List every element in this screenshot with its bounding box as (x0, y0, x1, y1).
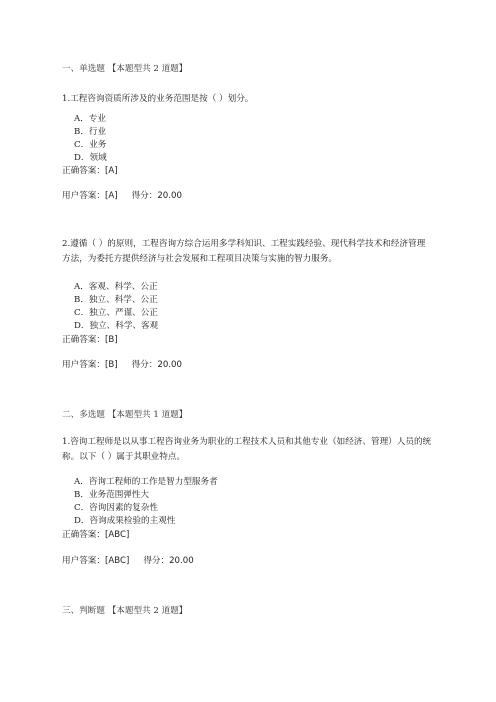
correct-answer: 正确答案：[ABC] (62, 530, 130, 540)
option-c: C．业务 (74, 140, 107, 150)
user-answer-row (62, 555, 194, 567)
option-a: A．专业 (74, 114, 106, 124)
user-answer-row (62, 190, 182, 202)
correct-answer: 正确答案：[B] (62, 335, 118, 345)
option-d: D．领域 (74, 153, 107, 163)
question-text: 1.工程咨询资质所涉及的业务范围是按（ ）划分。 (62, 94, 254, 104)
score: 得分：20.00 (143, 556, 194, 566)
question-text: 2.遵循（ ）的原则，工程咨询方综合运用多学科知识、工程实践经验、现代科学技术和经济管理方法，为委托方提供经济与社会发展和工程项目决策与实施的智力服务。 (62, 239, 426, 264)
option-c: C．独立、严谨、公正 (74, 308, 158, 318)
option-d: D．独立、科学、客观 (74, 321, 159, 331)
option-b: B．独立、科学、公正 (74, 295, 158, 305)
score: 得分：20.00 (131, 360, 182, 370)
option-b: B．业务范围弹性大 (74, 490, 150, 500)
question-text: 1.咨询工程师是以从事工程咨询业务为职业的工程技术人员和其他专业（如经济、管理）人员的统称。以下（ ）属于其职业特点。 (62, 437, 432, 462)
option-d: D．咨询成果检验的主观性 (74, 516, 176, 526)
option-c: C．咨询因素的复杂性 (74, 503, 158, 513)
section-heading-multi-choice: 二、多选题 【本题型共 1 道题】 (62, 410, 188, 420)
option-a: A．客观、科学、公正 (74, 282, 158, 292)
user-answer: 用户答案：[ABC] (62, 556, 130, 566)
user-answer: 用户答案：[A] (62, 191, 118, 201)
user-answer: 用户答案：[B] (62, 360, 118, 370)
user-answer-row (62, 359, 182, 371)
section-heading-single-choice: 一、单选题 【本题型共 2 道题】 (62, 64, 188, 74)
correct-answer: 正确答案：[A] (62, 166, 118, 176)
score: 得分：20.00 (131, 191, 182, 201)
option-b: B．行业 (74, 127, 107, 137)
section-heading-true-false: 三、判断题 【本题型共 2 道题】 (62, 606, 188, 616)
option-a: A．咨询工程师的工作是智力型服务者 (74, 477, 218, 487)
